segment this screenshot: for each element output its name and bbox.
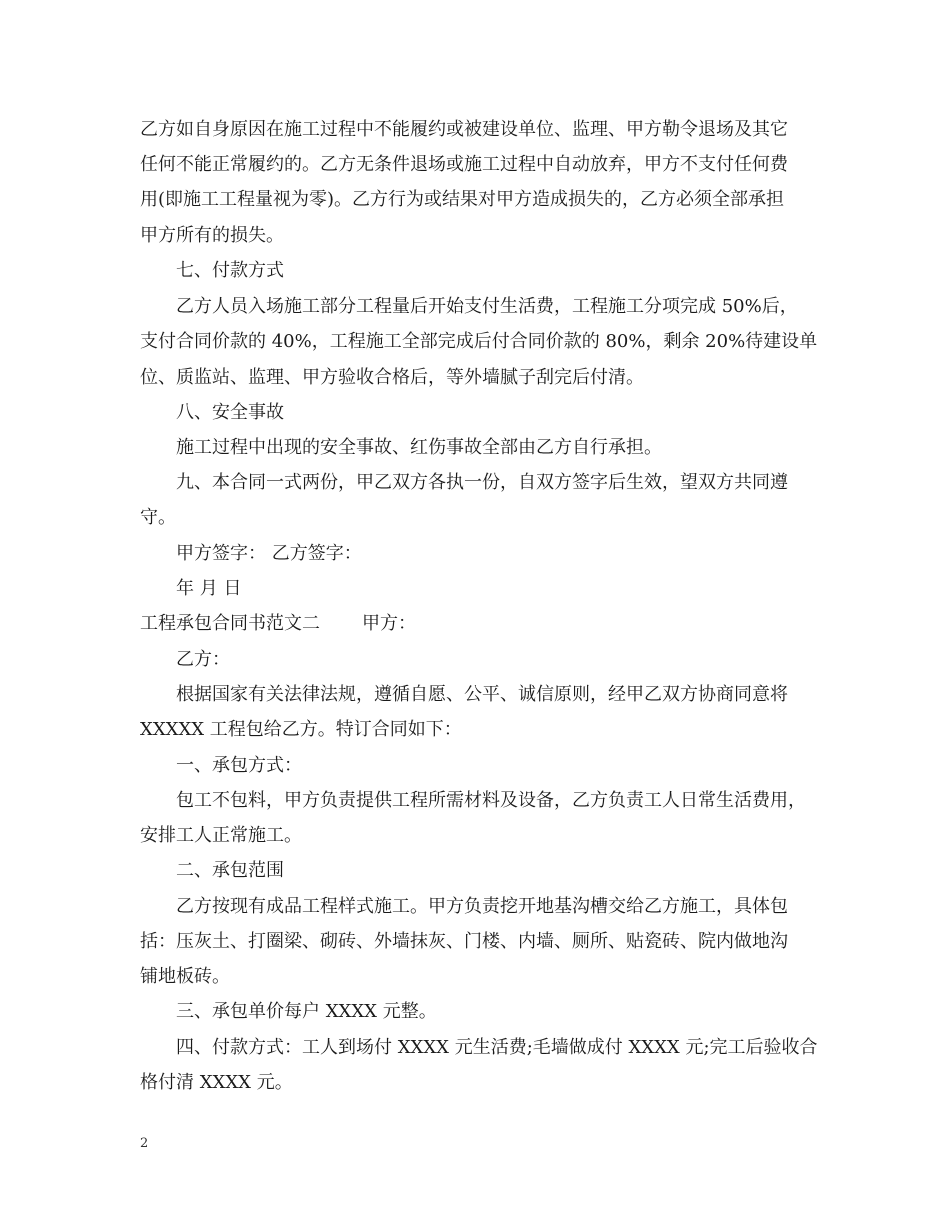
paragraph-line: 施工过程中出现的安全事故、红伤事故全部由乙方自行承担。 <box>176 437 662 458</box>
party-a-label: 甲方： <box>362 613 416 634</box>
paragraph-line: 括：压灰土、打圈梁、砌砖、外墙抹灰、门楼、内墙、厕所、贴瓷砖、院内做地沟 <box>140 931 788 952</box>
paragraph-line: 乙方如自身原因在施工过程中不能履约或被建设单位、监理、甲方勒令退场及其它 <box>140 119 788 140</box>
section-heading: 七、付款方式 <box>176 260 284 281</box>
paragraph-line: 包工不包料，甲方负责提供工程所需材料及设备，乙方负责工人日常生活费用， <box>176 790 806 811</box>
paragraph-line: 甲方所有的损失。 <box>140 225 284 246</box>
paragraph-line: 乙方人员入场施工部分工程量后开始支付生活费，工程施工分项完成 50%后， <box>176 296 798 317</box>
date-line: 年 月 日 <box>176 578 242 599</box>
paragraph-line: 位、质监站、监理、甲方验收合格后，等外墙腻子刮完后付清。 <box>140 367 644 388</box>
paragraph-line: 支付合同价款的 40%，工程施工全部完成后付合同价款的 80%，剩余 20%待建设单 <box>140 331 818 352</box>
section-heading: 二、承包范围 <box>176 860 284 881</box>
paragraph-line: 九、本合同一式两份，甲乙双方各执一份，自双方签字后生效，望双方共同遵 <box>176 472 788 493</box>
paragraph-line: 格付清 XXXX 元。 <box>140 1072 293 1093</box>
paragraph-line: XXXXX 工程包给乙方。特订合同如下： <box>140 719 462 740</box>
paragraph-line: 三、承包单价每户 XXXX 元整。 <box>176 1001 437 1022</box>
page-number: 2 <box>140 1136 149 1151</box>
paragraph-line: 乙方按现有成品工程样式施工。甲方负责挖开地基沟槽交给乙方施工，具体包 <box>176 896 788 917</box>
paragraph-line: 守。 <box>140 507 176 528</box>
paragraph-line: 任何不能正常履约的。乙方无条件退场或施工过程中自动放弃，甲方不支付任何费 <box>140 154 788 175</box>
section-heading: 一、承包方式： <box>176 755 302 776</box>
doc-subtitle-line <box>140 612 820 636</box>
paragraph-line: 用(即施工工程量视为零)。乙方行为或结果对甲方造成损失的，乙方必须全部承担 <box>140 189 785 210</box>
party-b-label: 乙方： <box>176 649 230 670</box>
signature-line: 甲方签字： 乙方签字： <box>176 543 362 564</box>
paragraph-line: 四、付款方式：工人到场付 XXXX 元生活费;毛墙做成付 XXXX 元;完工后验收合 <box>176 1037 818 1058</box>
paragraph-line: 根据国家有关法律法规，遵循自愿、公平、诚信原则，经甲乙双方协商同意将 <box>176 684 788 705</box>
section-heading: 八、安全事故 <box>176 402 284 423</box>
doc-subtitle: 工程承包合同书范文二 <box>140 613 320 634</box>
paragraph-line: 铺地板砖。 <box>140 966 230 987</box>
paragraph-line: 安排工人正常施工。 <box>140 825 302 846</box>
